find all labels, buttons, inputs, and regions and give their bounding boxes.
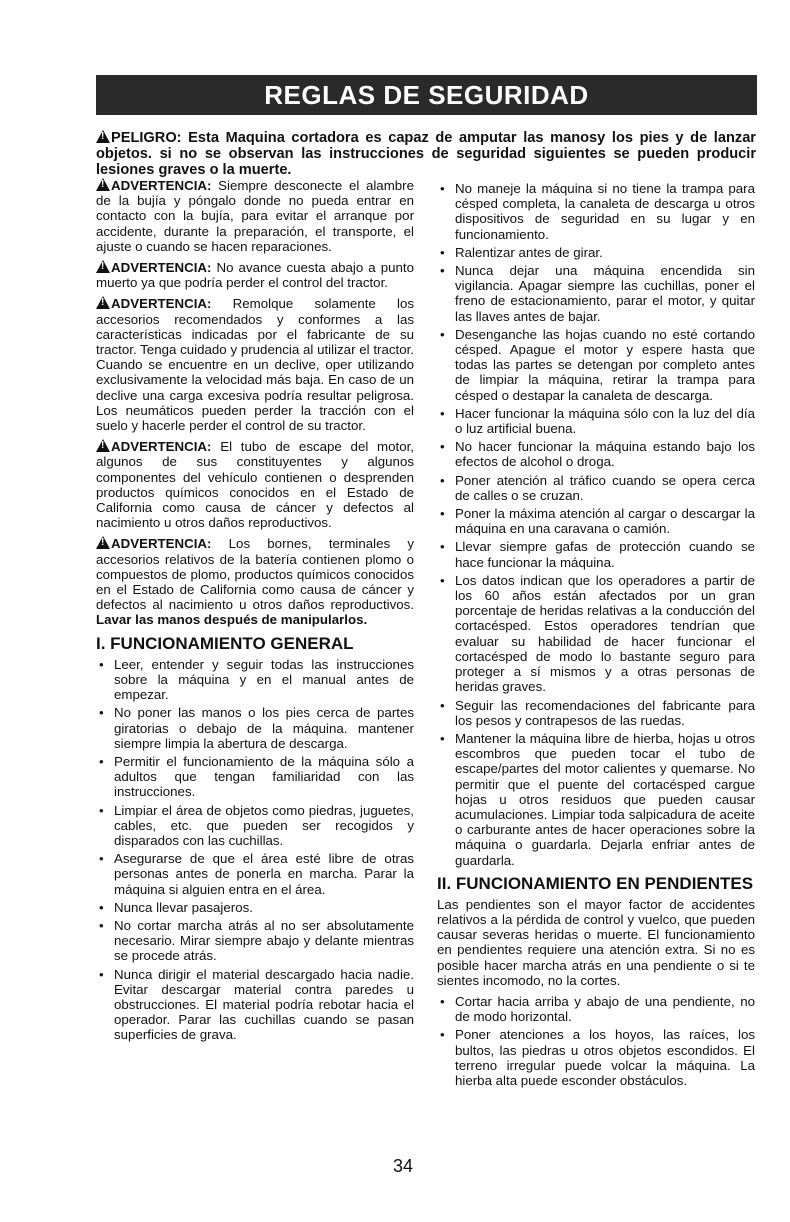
list-item: • Poner la máxima atención al cargar o descargar la máquina en una caravana o camión. <box>437 506 755 536</box>
warning-text: Siempre desconecte el alambre de la bujía y póngalo donde no pueda entrar en contacto con la bujía, para evitar el arranque por accidente, durante la preparación, el transporte, el ajuste o cuando se hacen reparaciones. <box>96 178 414 254</box>
warning-triangle-icon <box>96 536 110 549</box>
list-item: • Poner atenciones a los hoyos, las raíces, los bultos, las piedras u otros objetos escondidos. El terreno irregular puede volcar la máquina. La hierba alta puede esconder obstáculos. <box>437 1027 755 1088</box>
list-item: • No cortar marcha atrás al no ser absolutamente necesario. Mirar siempre abajo y delante mientras se procede atrás. <box>96 918 414 964</box>
list-item: • Limpiar el área de objetos como piedras, juguetes, cables, etc. que pueden ser recogidos y disparados con las cuchillas. <box>96 803 414 849</box>
list-item: • Leer, entender y seguir todas las instrucciones sobre la máquina y en el manual antes de empezar. <box>96 657 414 703</box>
slopes-intro: Las pendientes son el mayor factor de accidentes relativos a la pérdida de control y vuelco, que pueden causar severas heridas o muerte. El funcionamiento en pendientes requiere una atención extra. Si no es posible hacer marcha atrás en una pendiente o si te sientes incomodo, no la cortes. <box>437 896 755 988</box>
list-item: • Ralentizar antes de girar. <box>437 245 755 260</box>
warning-label: ADVERTENCIA: <box>111 178 212 193</box>
section-banner <box>96 75 757 115</box>
warning-label: ADVERTENCIA: <box>111 260 212 276</box>
right-column <box>437 181 755 1091</box>
warning-paragraph <box>96 439 414 530</box>
warning-triangle-icon <box>96 296 110 309</box>
slopes-list <box>437 994 755 1088</box>
warning-text: El tubo de escape del motor, algunos de sus constituyentes y algunos componentes del vehículo contienen o desprenden productos químicos conocidos en el Estado de California como causa de cáncer y defectos al nacimiento u otros daños reproductivos. <box>96 439 414 531</box>
list-item: • Llevar siempre gafas de protección cuando se hace funcionar la máquina. <box>437 539 755 569</box>
danger-text: Esta Maquina cortadora es capaz de amputar las manosy los pies y de lanzar objetos. si no se observan las instrucciones de seguridad siguientes se pueden producir lesiones graves o la muerte. <box>96 130 756 178</box>
list-item: • No maneje la máquina si no tiene la trampa para césped completa, la canaleta de descarga u otros dispositivos de seguridad en su lugar y en funcionamiento. <box>437 181 755 242</box>
warning-label: ADVERTENCIA: <box>111 536 212 552</box>
page-title: REGLAS DE SEGURIDAD <box>264 79 589 110</box>
list-item: • Nunca llevar pasajeros. <box>96 900 414 915</box>
list-item: • Nunca dejar una máquina encendida sin vigilancia. Apagar siempre las cuchillas, poner el freno de estacionamiento, parar el motor, y quitar las llaves antes de bajar. <box>437 263 755 324</box>
list-item: • Asegurarse de que el área esté libre de otras personas antes de ponerla en marcha. Parar la máquina si alguien entra en el área. <box>96 851 414 897</box>
list-item: • Desenganche las hojas cuando no esté cortando césped. Apague el motor y espere hasta que todas las partes se detengan por completo antes de limpiar la máquina, retirar la trampa para césped o destapar la canaleta de descarga. <box>437 327 755 403</box>
list-item: • Cortar hacia arriba y abajo de una pendiente, no de modo horizontal. <box>437 994 755 1024</box>
warning-text: Los bornes, terminales y accesorios relativos de la batería contienen plomo o compuestos de plomo, productos químicos conocidos en el Estado de California como causa de cáncer y defectos al nacimiento u otros daños reproductivos. <box>96 536 414 613</box>
section-heading: I. FUNCIONAMIENTO GENERAL <box>96 633 354 653</box>
warning-triangle-icon <box>96 130 110 143</box>
list-item: • Mantener la máquina libre de hierba, hojas u otros escombros que pueden tocar el tubo de escape/partes del motor calientes y quemarse. No permitir que el puente del cortacésped cargue hojas u otros residuos que pueden causar acumulaciones. Limpiar toda salpicadura de aceite o carburante antes de hacer operaciones sobre la máquina o guardarla. Dejarla enfriar antes de guardarla. <box>437 731 755 868</box>
general-operation-list <box>96 657 414 1043</box>
warning-label: ADVERTENCIA: <box>111 296 212 312</box>
list-item: • Poner atención al tráfico cuando se opera cerca de calles o se cruzan. <box>437 473 755 503</box>
list-item: • Seguir las recomendaciones del fabricante para los pesos y contrapesos de las ruedas. <box>437 698 755 728</box>
page-number: 34 <box>393 1156 414 1176</box>
danger-label: PELIGRO: <box>111 130 182 146</box>
list-item: • No hacer funcionar la máquina estando bajo los efectos de alcohol o droga. <box>437 439 755 469</box>
warning-paragraph <box>96 296 414 433</box>
warning-label: ADVERTENCIA: <box>111 439 212 455</box>
general-operation-list-continued <box>437 181 755 868</box>
left-column <box>96 178 414 1046</box>
danger-intro <box>96 130 756 178</box>
warning-triangle-icon <box>96 178 110 191</box>
warning-paragraph <box>96 178 414 254</box>
list-item: • No poner las manos o los pies cerca de partes giratorias o debajo de la máquina. mantener siempre limpia la abertura de descarga. <box>96 705 414 751</box>
list-item: • Hacer funcionar la máquina sólo con la luz del día o luz artificial buena. <box>437 406 755 436</box>
list-item: • Permitir el funcionamiento de la máquina sólo a adultos que tengan familiaridad con las instrucciones. <box>96 754 414 800</box>
section-heading: II. FUNCIONAMIENTO EN PENDIENTES <box>437 873 754 893</box>
warning-triangle-icon <box>96 260 110 273</box>
warning-text: Remolque solamente los accesorios recomendados y conformes a las características indicadas por el fabricante de su tractor. Tenga cuidado y prudencia al utilizar el tractor. Cuando se encuentre en un declive, oper utilizando exclusivamente la velocidad más baja. En caso de un declive una carga excesiva podría resultar peligrosa. Los neumáticos pueden perder la tracción con el suelo y hacerle perder el control de su tractor. <box>96 296 414 434</box>
warning-triangle-icon <box>96 439 110 452</box>
warning-bold-tail: Lavar las manos después de manipularlos. <box>96 612 368 628</box>
warning-text: No avance cuesta abajo a punto muerto ya que podría perder el control del tractor. <box>96 260 414 291</box>
list-item: • Los datos indican que los operadores a partir de los 60 años están afectados por un gran porcentaje de heridas relativas a la conducción del cortacésped. Estos operadores tendrían que evaluar su habilidad de hacer funcionar el cortacésped de modo lo bastante seguro para proteger a sí mismos y a otras personas de heridas graves. <box>437 573 755 695</box>
warning-paragraph <box>96 536 414 627</box>
list-item: • Nunca dirigir el material descargado hacia nadie. Evitar descargar material contra paredes u obstrucciones. El material podría rebotar hacia el operador. Parar las cuchillas cuando se pasan superficies de grava. <box>96 967 414 1043</box>
warning-paragraph <box>96 260 414 290</box>
